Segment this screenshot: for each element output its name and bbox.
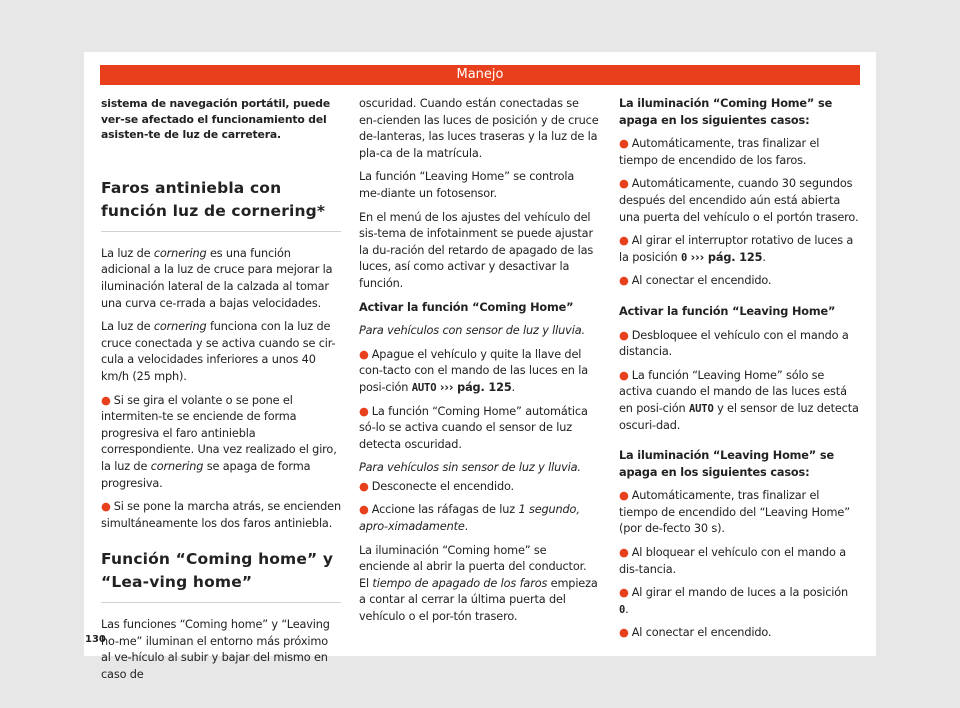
bullet-icon: ● <box>359 479 369 493</box>
bullet-icon: ● <box>101 500 111 514</box>
bullet-icon: ● <box>619 274 629 288</box>
bullet-icon: ● <box>619 586 629 600</box>
page-reference-link[interactable]: ››› pág. 125 <box>690 250 763 264</box>
column-2 <box>359 96 599 633</box>
bullet-item: ● Automáticamente, cuando 30 segundos después del encendido aún está abierta una puerta del vehículo o el portón trasero. <box>619 177 859 224</box>
subheading-coming-home-off: La iluminación “Coming Home” se apaga en los siguientes casos: <box>619 97 833 127</box>
bullet-item: ● Apague el vehículo y quite la llave del con-tacto con el mando de las luces en la posi-ción AUTO ››› pág. 125. <box>359 347 588 394</box>
paragraph: La luz de cornering funciona con la luz de cruce conectada y se activa cuando se cir-cula a velocidades inferiores a unos 40 km/h (25 mph). <box>101 320 336 383</box>
paragraph: La luz de cornering es una función adicional a la luz de cruce para mejorar la iluminación lateral de la calzada al tomar una curva ce-rrada a bajas velocidades. <box>101 246 333 310</box>
paragraph: Las funciones “Coming home” y “Leaving ho-me” iluminan el entorno más próximo al ve-hículo al subir y bajar del mismo en caso de <box>101 618 330 682</box>
bullet-item: ● Al conectar el encendido. <box>619 274 772 288</box>
bullet-icon: ● <box>359 503 369 517</box>
italic-note: Para vehículos con sensor de luz y lluvia. <box>359 324 585 338</box>
bullet-item: ● Desconecte el encendido. <box>359 479 514 493</box>
bullet-item: ● La función “Leaving Home” sólo se activa cuando el mando de las luces está en posi-ción AUTO y el sensor de luz detecta oscuri-dad. <box>619 368 859 432</box>
bullet-item: ● Al girar el mando de luces a la posición 0. <box>619 586 849 616</box>
page-number: 130 <box>85 634 106 645</box>
column-3 <box>619 96 859 649</box>
bullet-icon: ● <box>101 393 111 407</box>
bullet-item: ● Automáticamente, tras finalizar el tiempo de encendido del “Leaving Home” (por de-fecto 30 s). <box>619 489 850 536</box>
bullet-item: ● Al bloquear el vehículo con el mando a dis-tancia. <box>619 546 846 576</box>
position-zero-symbol: 0 <box>619 603 626 616</box>
bullet-item: ● Accione las ráfagas de luz 1 segundo, apro-ximadamente. <box>359 503 580 534</box>
bullet-item: ● Al conectar el encendido. <box>619 626 772 640</box>
bullet-icon: ● <box>619 489 629 503</box>
section-title-coming-home: Función “Coming home” y “Lea-ving home” <box>101 548 341 603</box>
bullet-icon: ● <box>619 328 629 342</box>
bullet-icon: ● <box>619 177 629 191</box>
auto-symbol: AUTO <box>411 381 437 394</box>
bullet-icon: ● <box>619 626 629 640</box>
page-reference-link[interactable]: ››› pág. 125 <box>439 380 512 394</box>
bullet-icon: ● <box>359 404 369 418</box>
bullet-item: ● Automáticamente, tras finalizar el tiempo de encendido de los faros. <box>619 137 820 167</box>
bullet-item: ● La función “Coming Home” automática só-lo se activa cuando el sensor de luz detecta oscuridad. <box>359 404 588 451</box>
header-title: Manejo <box>456 67 504 82</box>
bullet-icon: ● <box>619 234 629 248</box>
subheading-leaving-home-off: La iluminación “Leaving Home” se apaga en los siguientes casos: <box>619 449 834 479</box>
position-zero-symbol: 0 <box>680 251 688 264</box>
bullet-icon: ● <box>619 137 629 151</box>
paragraph: En el menú de los ajustes del vehículo del sis-tema de infotainment se puede ajustar la du-ración del retardo de apagado de las luces, así como activar y desactivar la función. <box>359 210 594 290</box>
bullet-icon: ● <box>359 347 369 361</box>
paragraph: oscuridad. Cuando están conectadas se en-cienden las luces de posición y de cruce de-lanteras, las luces traseras y la luz de la pla-ca de la matrícula. <box>359 97 599 160</box>
subheading-activate-leaving-home: Activar la función “Leaving Home” <box>619 304 836 318</box>
bullet-item: ● Si se pone la marcha atrás, se encienden simultáneamente los dos faros antiniebla. <box>101 500 341 530</box>
intro-paragraph: sistema de navegación portátil, puede ver-se afectado el funcionamiento del asisten-te de luz de carretera. <box>101 97 331 142</box>
subheading-activate-coming-home: Activar la función “Coming Home” <box>359 300 574 314</box>
bullet-item: ● Al girar el interruptor rotativo de luces a la posición 0 ››› pág. 125. <box>619 234 854 264</box>
column-1 <box>101 96 341 691</box>
paragraph: La función “Leaving Home” se controla me-diante un fotosensor. <box>359 170 575 200</box>
page-header <box>100 65 860 85</box>
bullet-icon: ● <box>619 368 629 382</box>
italic-note: Para vehículos sin sensor de luz y lluvia. <box>359 461 581 475</box>
section-title-fog-lights: Faros antiniebla con función luz de cornering* <box>101 177 341 232</box>
bullet-icon: ● <box>619 546 629 560</box>
bullet-item: ● Desbloquee el vehículo con el mando a distancia. <box>619 328 849 359</box>
bullet-item: ● Si se gira el volante o se pone el intermiten-te se enciende de forma progresiva el faro antiniebla correspondiente. Una vez realizado el giro, la luz de cornering se apaga de forma progresiva. <box>101 393 337 490</box>
auto-symbol: AUTO <box>688 402 714 415</box>
paragraph: La iluminación “Coming home” se enciende al abrir la puerta del conductor. El tiempo de apagado de los faros empieza a contar al cerrar la última puerta del vehículo o el por-tón trasero. <box>359 543 598 624</box>
